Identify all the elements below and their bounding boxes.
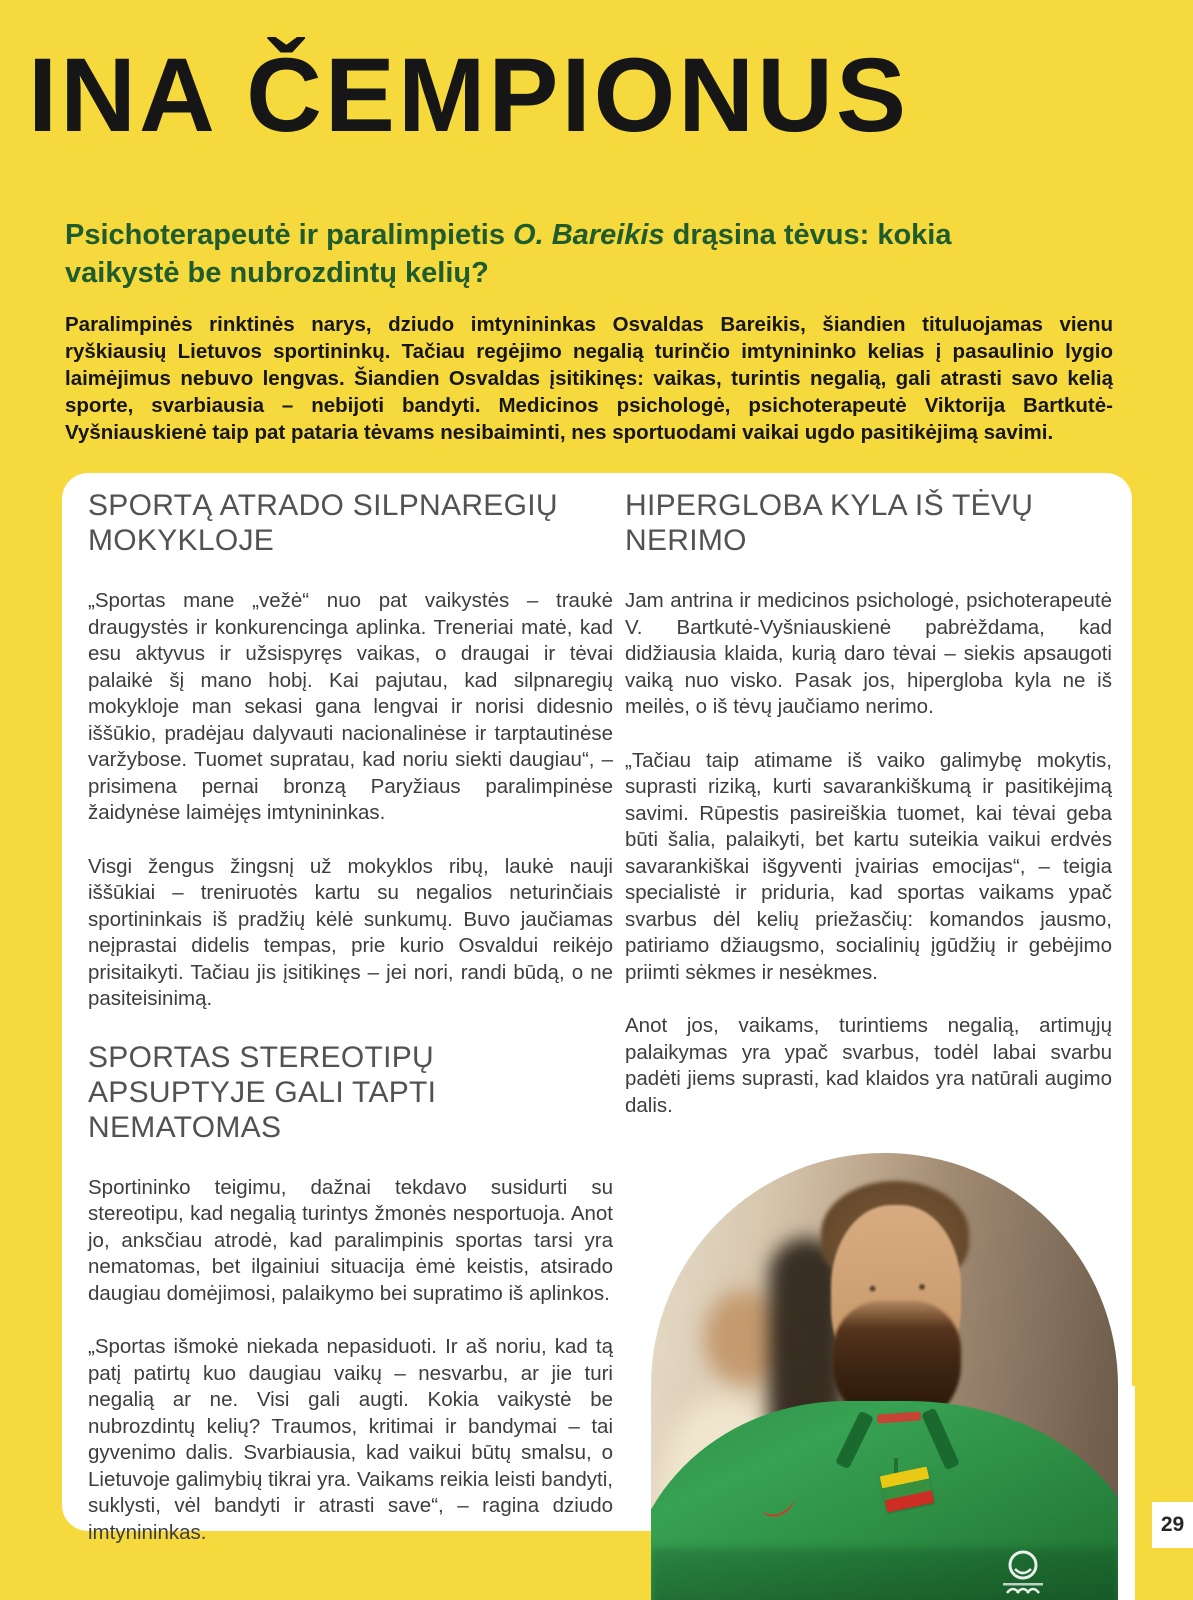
paralympic-logo-icon (987, 1545, 1051, 1600)
section-heading-sport-discovered: SPORTĄ ATRADO SILPNAREGIŲ MOKYKLOJE (88, 489, 558, 557)
body-paragraph: „Tačiau taip atimame iš vaiko galimybę mokytis, suprasti riziką, kurti savarankiškumą ir pasitikėjimą savimi. Rūpestis pasireiškia tuomet, kai tėvai geba būti šalia, palaikyti, bet kartu suteikia vaikui erdvės savarankiškai išgyventi įvairias emocijas“, – teigia specialistė ir priduria, kad sportas vaikams ypač svarbus dėl kelių priežasčių: komandos jausmo, patiriamo džiaugsmo, socialinių įgūdžių ir gebėjimo priimti sėkmes ir nesėkmes. (625, 748, 1112, 984)
intro-paragraph: Paralimpinės rinktinės narys, dziudo imtynininkas Osvaldas Bareikis, šiandien tituluojamas vienu ryškiausių Lietuvos sportininkų. Tačiau regėjimo negalią turinčio imtynininko kelias į pasaulinio lygio laimėjimus nebuvo lengvas. Šiandien Osvaldas įsitikinęs: vaikas, turintis negalią, gali atrasti savo kelią sporte, svarbiausia – nebijoti bandyti. Medicinos psichologė, psichoterapeutė Viktorija Bartkutė-Vyšniauskienė taip pat pataria tėvams nesibaiminti, nes sportuodami vaikai ugdo pasitikėjimą savimi. (65, 313, 1113, 444)
athlete-photo (651, 1153, 1118, 1600)
body-paragraph: Jam antrina ir medicinos psichologė, psichoterapeutė V. Bartkutė-Vyšniauskienė pabrėždama, kad didžiausia klaida, kurią daro tėvai – siekis apsaugoti vaiką nuo visko. Pasak jos, hipergloba kyla ne iš meilės, o iš tėvų jaučiamo nerimo. (625, 589, 1112, 718)
section-heading-stereotypes: SPORTAS STEREOTIPŲ APSUPTYJE GALI TAPTI NEMATOMAS (88, 1040, 437, 1144)
body-paragraph: Anot jos, vaikams, turintiems negalią, artimųjų palaikymas yra ypač svarbus, todėl labai svarbu padėti jiems suprasti, kad klaidos yra natūrali augimo dalis. (625, 1014, 1112, 1117)
subtitle-athlete-name: O. Bareikis (513, 219, 665, 251)
body-paragraph: Visgi žengus žingsnį už mokyklos ribų, laukė nauji iššūkiai – treniruotės kartu su negalios neturinčiais sportininkais iš pradžių kėlė sunkumų. Buvo jaučiamas neįprastai didelis tempas, prie kurio Osvaldui reikėjo prisitaikyti. Tačiau jis įsitikinęs – jei nori, randi būdą, o ne pasiteisinimą. (88, 854, 613, 1010)
page-number: 29 (1152, 1502, 1193, 1548)
nike-swoosh-icon (760, 1497, 798, 1519)
body-paragraph: Sportininko teigimu, dažnai tekdavo susidurti su stereotipu, kad negalią turintys žmonės nesportuoja. Anot jo, anksčiau atrodė, kad paralimpinis sportas tarsi yra nematomas, bet ilgainiui situacija ėmė keistis, atsirado daugiau domėjimosi, palaikymo bei supratimo iš aplinkos. (88, 1175, 613, 1305)
right-column (625, 488, 1112, 1146)
page-title: INA ČEMPIONUS (28, 37, 909, 154)
subtitle-prefix: Psichoterapeutė ir paralimpietis (65, 219, 514, 251)
section-heading-overprotection: HIPERGLOBA KYLA IŠ TĖVŲ NERIMO (625, 489, 1034, 557)
left-column (88, 488, 613, 1573)
body-paragraph: „Sportas išmokė niekada nepasiduoti. Ir aš noriu, kad tą patį patirtų kuo daugiau vaikų – nesvarbu, ar jie turi negalią ar ne. Visi gali augti. Kokia vaikystė be nubrozdintų kelių? Traumos, kritimai ir bandymai – tai gyvenimo dalis. Svarbiausia, kad vaikui būtų smalsu, o Lietuvoje galimybių tikrai yra. Vaikams reikia leisti bandyti, suklysti, vėl bandyti ir atrasti save“, – ragina dziudo imtynininkas. (88, 1335, 613, 1544)
subtitle (65, 216, 985, 292)
subtitle-suffix: drąsina tėvus: kokia vaikystė be nubrozdintų kelių? (65, 219, 952, 289)
body-paragraph: „Sportas mane „vežė“ nuo pat vaikystės – traukė draugystės ir konkurencinga aplinka. Treneriai matė, kad esu aktyvus ir užsispyręs vaikas, o draugai ir tėvai palaikė šį mano hobį. Kai pajutau, kad silpnaregių mokykloje man sekasi gana lengvai ir norisi didesnio iššūkio, pradėjau dalyvauti nacionalinėse ir tarptautinėse varžybose. Tuomet supratau, kad noriu siekti daugiau“, – prisimena pernai bronzą Paryžiaus paralimpinėse žaidynėse laimėjęs imtynininkas. (88, 589, 613, 824)
